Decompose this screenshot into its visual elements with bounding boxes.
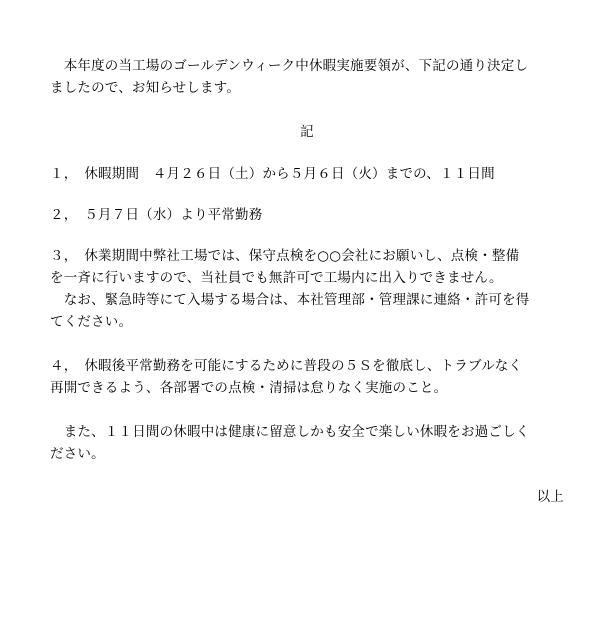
item-3-line-3: なお、緊急時等にて入場する場合は、本社管理部・管理課に連絡・許可を得 bbox=[50, 292, 530, 308]
item-3-line-4: てください。 bbox=[50, 314, 133, 330]
item-4-line-2: 再開できるよう、各部署での点検・清掃は怠りなく実施のこと。 bbox=[50, 380, 448, 396]
item-3-line-2: を一斉に行いますので、当社員でも無許可で工場内に出入りできません。 bbox=[50, 270, 503, 286]
intro-line-1: 本年度の当工場のゴールデンウィーク中休暇実施要領が、下記の通り決定し bbox=[50, 58, 529, 74]
item-4-line-1: ４， 休暇後平常勤務を可能にするために普段の５Ｓを徹底し、トラブルなく bbox=[50, 358, 523, 374]
item-3-line-1: ３， 休業期間中弊社工場では、保守点検を○○会社にお願いし、点検・整備 bbox=[50, 248, 520, 264]
closing-line-2: ださい。 bbox=[50, 446, 105, 462]
item-2: ２， ５月７日（水）より平常勤務 bbox=[50, 207, 263, 223]
ijo-closing: 以上 bbox=[536, 489, 564, 505]
closing-line-1: また、１１日間の休暇中は健康に留意しかも安全で楽しい休暇をお過ごしく bbox=[50, 424, 530, 440]
ki-heading: 記 bbox=[300, 124, 314, 140]
intro-line-2: ましたので、お知らせします。 bbox=[50, 80, 241, 96]
item-1: １， 休暇期間 ４月２６日（土）から５月６日（火）までの、１１日間 bbox=[50, 166, 495, 182]
